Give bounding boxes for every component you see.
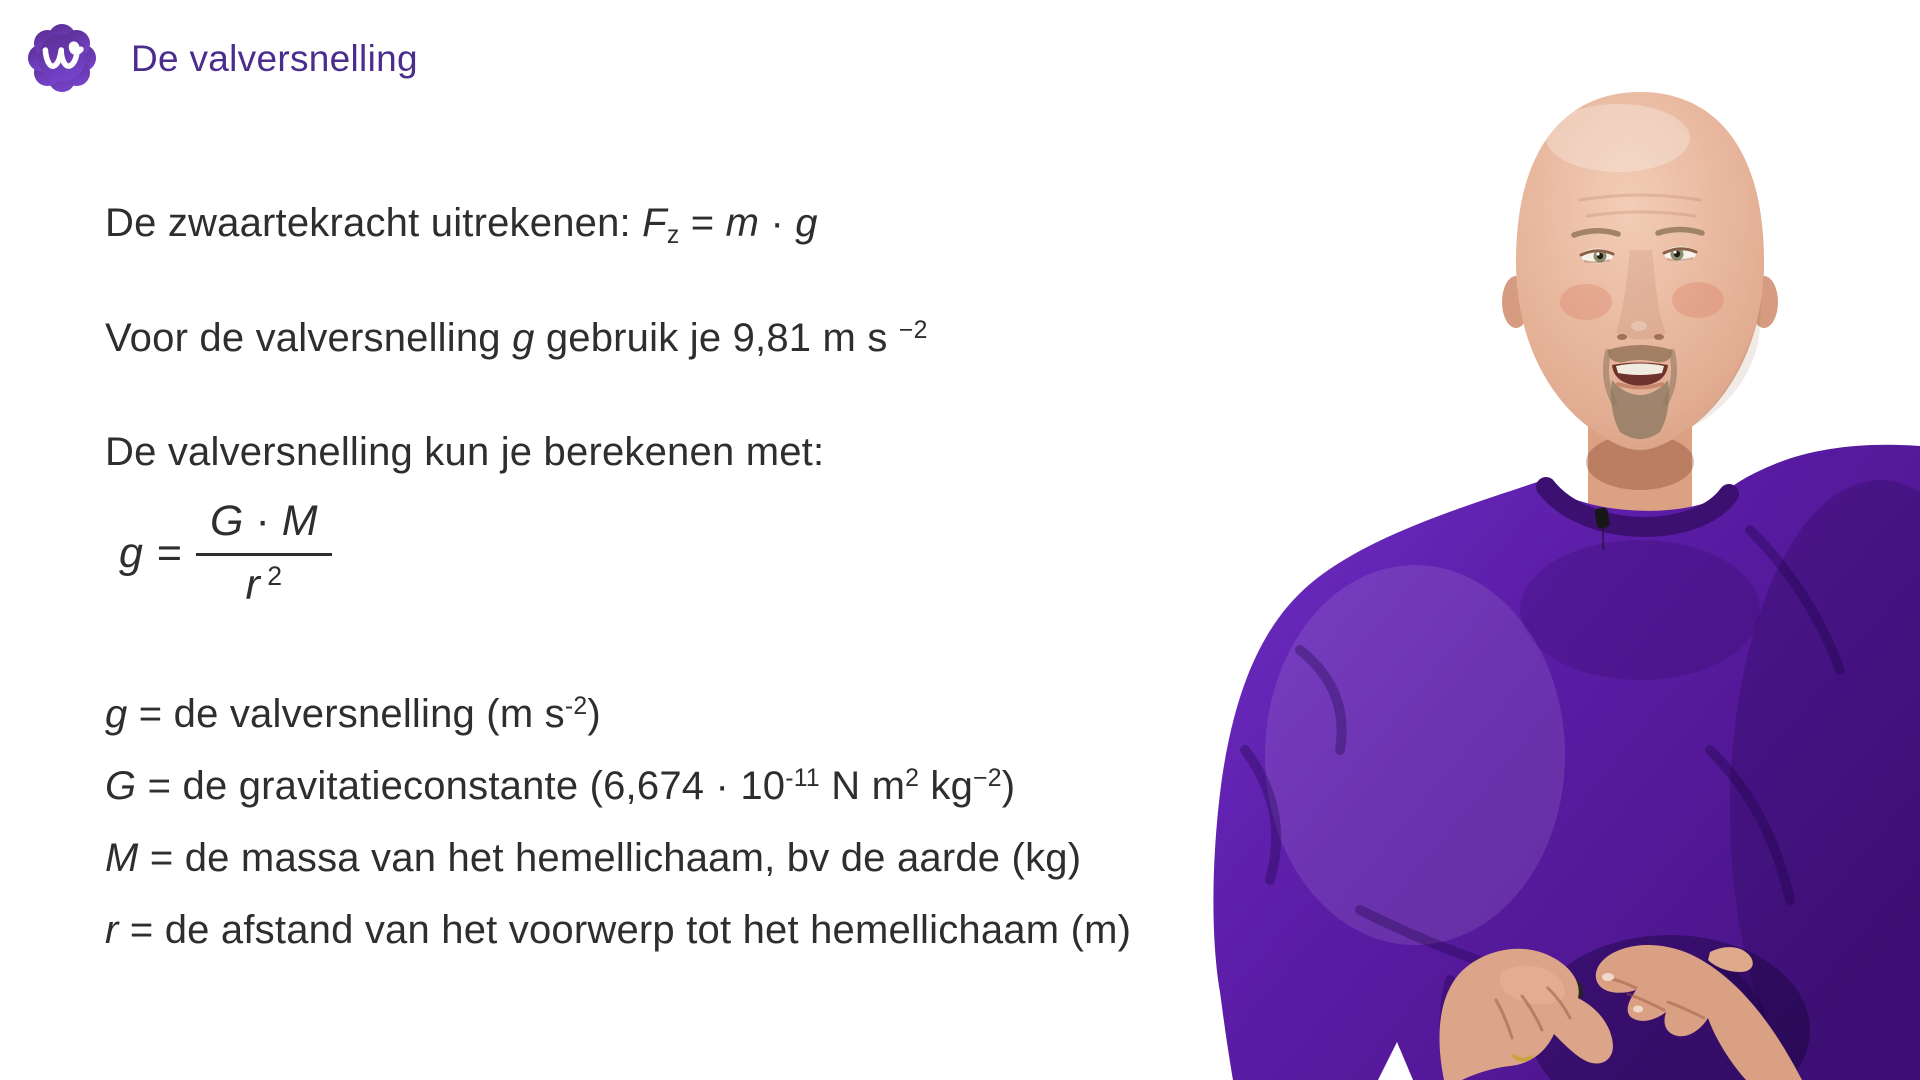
text-valversnelling-value: Voor de valversnelling g gebruik je 9,81 m s $^{-2}$: [105, 316, 928, 360]
text-zwaartekracht-formula: De zwaartekracht uitrekenen: Fz = m · g: [105, 201, 818, 249]
formula-equals-sign: =: [156, 529, 183, 577]
definition-g: g = de valversnelling (m $s^{-2}$): [105, 692, 601, 736]
fraction: [196, 497, 332, 610]
fraction-numerator: G · M: [196, 497, 332, 556]
presenter-photo: [1150, 50, 1920, 1080]
formula-lhs: g: [119, 529, 143, 577]
mouth: [1612, 363, 1668, 388]
text-berekenen-intro: De valversnelling kun je berekenen met:: [105, 430, 825, 474]
formula-g-equals-GM-over-r2: [119, 497, 332, 610]
presenter-head: [1502, 92, 1778, 450]
definition-G: G = de gravitatieconstante ($6,674 \cdot 10^{-11}$ N $m^2$ $kg^{-2}$): [105, 764, 1016, 808]
definition-M: M = de massa van het hemellichaam, bv de aarde (kg): [105, 836, 1082, 880]
page-title: De valversnelling: [131, 38, 418, 79]
definition-r: r = de afstand van het voorwerp tot het hemellichaam (m): [105, 908, 1132, 952]
fraction-denominator: r $^2$: [245, 561, 283, 609]
right-eye: [1664, 247, 1696, 262]
brand-logo-icon: [24, 20, 100, 96]
left-eye: [1581, 249, 1613, 264]
